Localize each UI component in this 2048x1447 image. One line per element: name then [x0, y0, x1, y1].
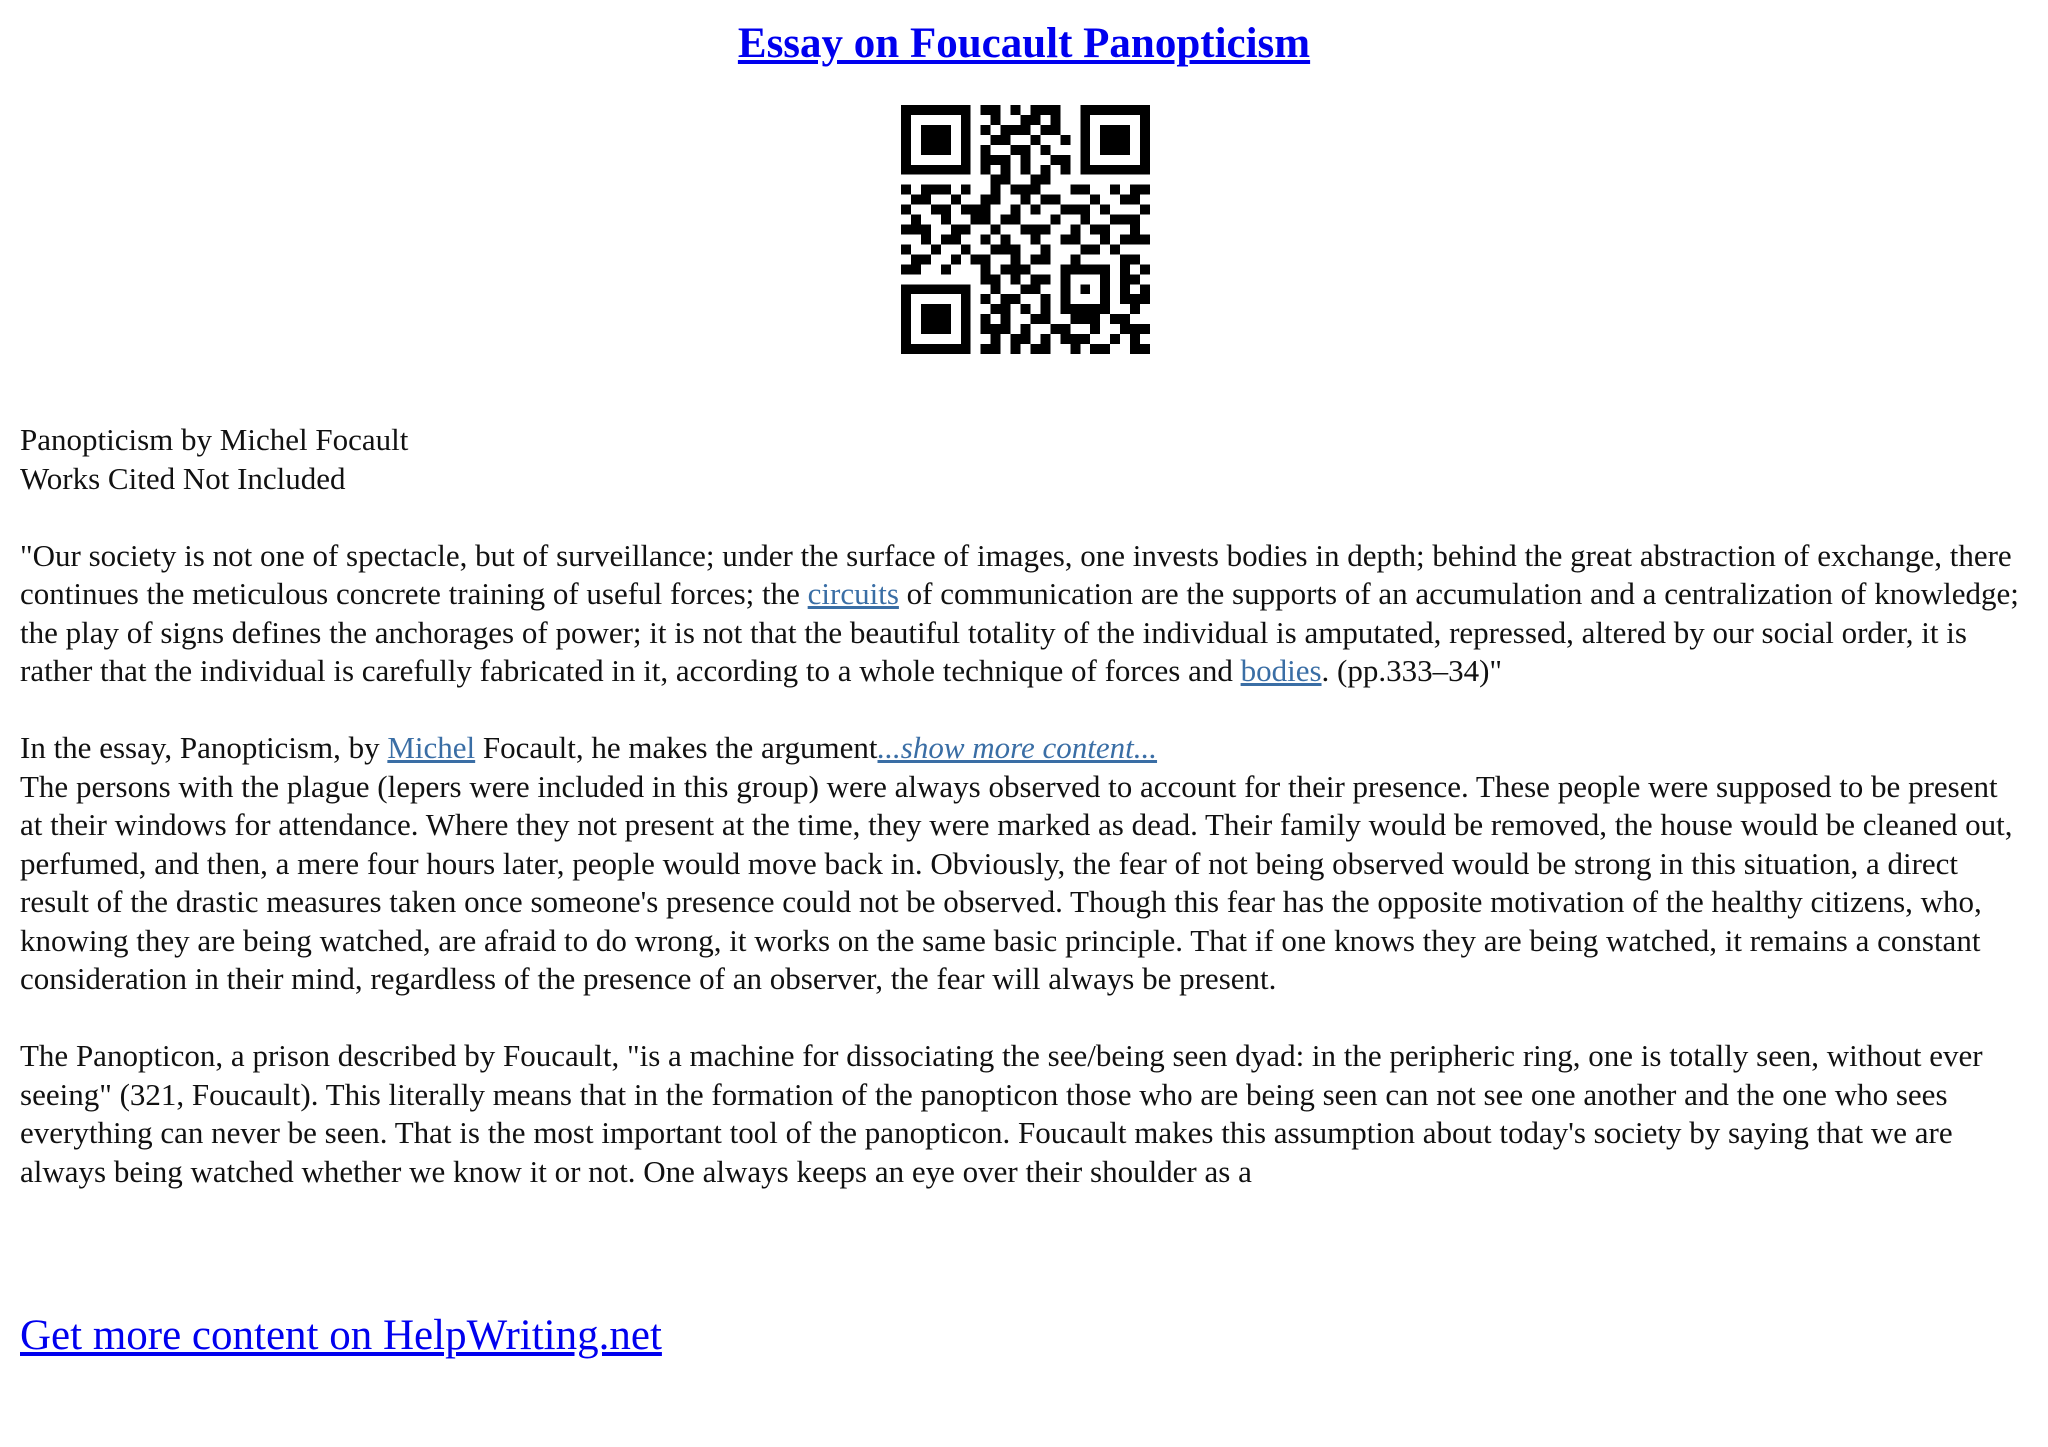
get-more-content-link[interactable]: Get more content on HelpWriting.net	[20, 1312, 662, 1359]
circuits-link[interactable]: circuits	[807, 576, 899, 611]
title-link[interactable]: Essay on Foucault Panopticism	[737, 20, 1311, 67]
quote-paragraph	[20, 537, 2020, 691]
panopticon-paragraph: The Panopticon, a prison described by Foucault, "is a machine for dissociating the see/being seen dyad: in the peripheric ring, one is totally seen, without ever seeing" (321, Foucault). This literally means that in the formation of the panopticon those who are being seen can not see one another and the one who sees everything can never be seen. That is the most important tool of the panopticon. Foucault makes this assumption about today's society by saying that we are always being watched whether we know it or not. One always keeps an eye over their shoulder as a	[20, 1038, 1983, 1189]
plague-paragraph: The persons with the plague (lepers were included in this group) were always observed to account for their presence. These people were supposed to be present at their windows for attendance. Where they not present at the time, they were marked as dead. Their family would be removed, the house would be cleaned out, perfumed, and then, a mere four hours later, people would move back in. Obviously, the fear of not being observed would be strong in this situation, a direct result of the drastic measures taken once someone's presence could not be observed. Though this fear has the opposite motivation of the healthy citizens, who, knowing they are being watched, are afraid to do wrong, it works on the same basic principle. That if one knows they are being watched, it remains a constant consideration in their mind, regardless of the presence of an observer, the fear will always be present.	[20, 768, 2013, 996]
michel-link[interactable]: Michel	[387, 730, 476, 765]
intro-paragraph	[20, 729, 2020, 768]
quote-text-3: . (pp.333–34)"	[1321, 653, 1503, 688]
byline-note: Works Cited Not Included	[20, 460, 346, 496]
intro-text-2: Focault, he makes the argument	[475, 730, 878, 765]
essay-body	[20, 421, 2020, 1191]
quote-text-2: of communication are the supports of an accumulation and a centralization of knowledge; the play of signs defines the anchorages of power; it is not that the beautiful totality of the individual is amputated, repressed, altered by our social order, it is rather that the individual is carefully fabricated in it, according to a whole technique of forces and	[20, 576, 2019, 688]
qr-code-icon	[901, 105, 1150, 354]
bodies-link[interactable]: bodies	[1240, 653, 1322, 688]
byline	[20, 421, 2020, 498]
show-more-link[interactable]: ...show more content...	[877, 730, 1158, 765]
footer	[20, 1308, 662, 1364]
page-title	[0, 16, 2048, 72]
quote-text-1: "Our society is not one of spectacle, but of surveillance; under the surface of images, one invests bodies in depth; behind the great abstraction of exchange, there continues the meticulous concrete training of useful forces; the	[20, 537, 2012, 611]
byline-author: Panopticism by Michel Focault	[20, 422, 409, 457]
intro-text-1: In the essay, Panopticism, by	[20, 730, 388, 765]
